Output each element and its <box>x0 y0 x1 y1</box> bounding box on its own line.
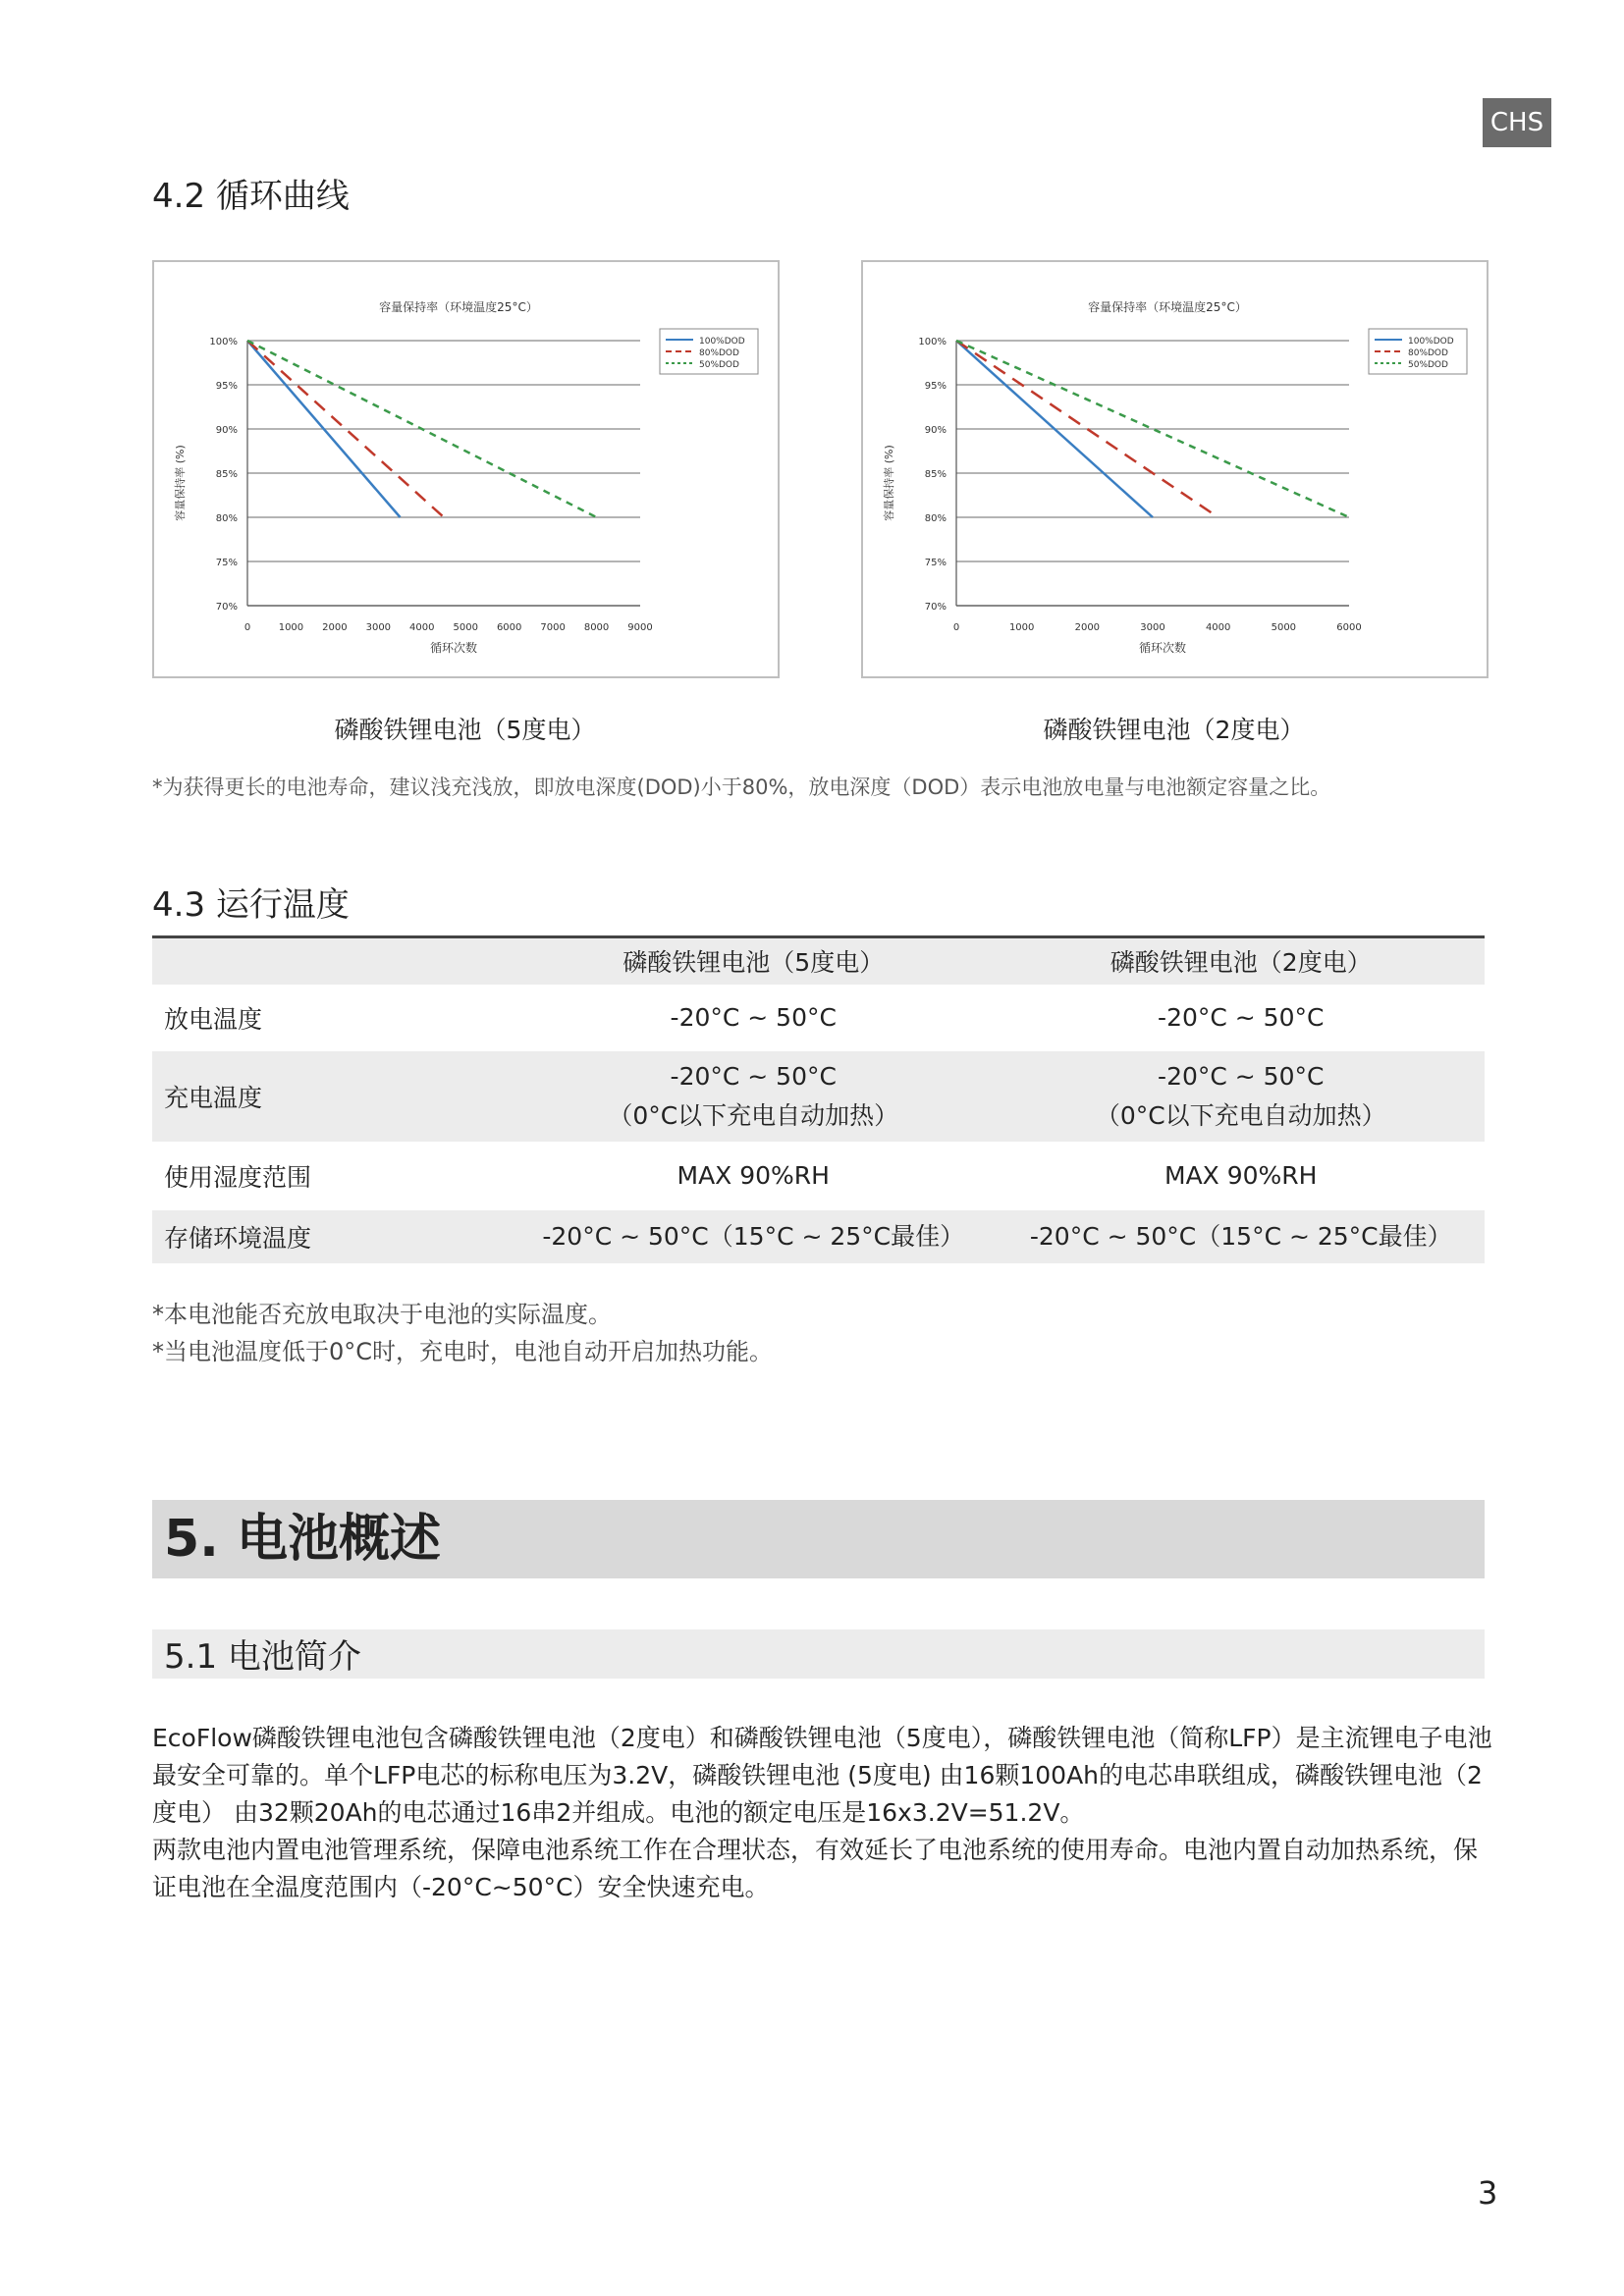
x-tick-label: 6000 <box>1336 622 1362 633</box>
table-header-row <box>152 937 1485 985</box>
language-tag: CHS <box>1483 98 1551 147</box>
y-tick-label: 95% <box>215 381 238 392</box>
y-tick-label: 80% <box>924 513 947 524</box>
y-tick-label: 80% <box>215 513 238 524</box>
temperature-table <box>152 935 1485 1263</box>
x-tick-label: 5000 <box>1271 622 1297 633</box>
chart-right-svg <box>863 262 1487 676</box>
x-tick-label: 0 <box>244 622 251 633</box>
x-tick-label: 2000 <box>1074 622 1101 633</box>
x-tick-label: 8000 <box>583 622 610 633</box>
temperature-note-1: *本电池能否充放电取决于电池的实际温度。 <box>152 1301 612 1328</box>
cell-charge-2kwh-note: （0°C以下充电自动加热） <box>1095 1100 1386 1130</box>
table-header-5kwh: 磷酸铁锂电池（5度电） <box>623 948 885 978</box>
y-tick-label: 100% <box>918 337 947 347</box>
cell-charge-5kwh-range: -20°C ~ 50°C <box>670 1061 837 1091</box>
cell-storage-5kwh: -20°C ~ 50°C（15°C ~ 25°C最佳） <box>542 1221 965 1251</box>
row-label-storage: 存储环境温度 <box>164 1223 312 1253</box>
table-row <box>152 985 1485 1051</box>
cell-charge-5kwh-note: （0°C以下充电自动加热） <box>608 1100 899 1130</box>
legend-label: 100%DOD <box>699 337 745 347</box>
legend-label: 80%DOD <box>699 348 739 358</box>
intro-paragraphs <box>152 1720 1497 1906</box>
legend-label: 80%DOD <box>1408 348 1448 358</box>
x-tick-label: 6000 <box>496 622 522 633</box>
section-5-1-bar <box>152 1629 1485 1679</box>
chart-left <box>152 260 780 678</box>
x-tick-label: 1000 <box>1008 622 1035 633</box>
x-tick-label: 3000 <box>1140 622 1165 633</box>
y-axis-label: 容量保持率 (%) <box>883 445 895 521</box>
legend-label: 50%DOD <box>699 360 739 370</box>
cell-discharge-5kwh: -20°C ~ 50°C <box>670 1002 837 1032</box>
chart-left-svg <box>154 262 778 676</box>
chart-title: 容量保持率（环境温度25°C） <box>1088 300 1247 314</box>
x-tick-label: 1000 <box>278 622 304 633</box>
y-axis-label: 容量保持率 (%) <box>174 445 187 521</box>
section-4-2-title: 4.2 循环曲线 <box>152 177 350 216</box>
section-5-bar <box>152 1500 1485 1578</box>
table-row <box>152 1142 1485 1210</box>
cell-humidity-2kwh: MAX 90%RH <box>1164 1160 1318 1190</box>
x-tick-label: 2000 <box>322 622 348 633</box>
y-tick-label: 85% <box>924 469 947 480</box>
section-5-1-title: 5.1 电池简介 <box>164 1637 361 1677</box>
x-tick-label: 7000 <box>540 622 566 633</box>
temperature-notes <box>152 1296 1488 1370</box>
intro-paragraph-1: EcoFlow磷酸铁锂电池包含磷酸铁锂电池（2度电）和磷酸铁锂电池（5度电），磷酸铁锂电池（简称LFP）是主流锂电子电池最安全可靠的。单个LFP电芯的标称电压为3.2V，磷酸铁锂电池 (5度电) 由16颗100Ah的电芯串联组成，磷酸铁锂电池（2度电） 由32颗20Ah的电芯通过16串2并组成。电池的额定电压是16x3.2V=51.2V。 <box>152 1724 1492 1827</box>
x-tick-label: 9000 <box>627 622 653 633</box>
table-header-empty <box>152 937 510 985</box>
table-row <box>152 1051 1485 1142</box>
chart-title: 容量保持率（环境温度25°C） <box>379 300 538 314</box>
cell-charge-5kwh <box>510 1051 998 1142</box>
section-5-title: 5. 电池概述 <box>164 1510 442 1569</box>
legend-label: 50%DOD <box>1408 360 1448 370</box>
y-tick-label: 85% <box>215 469 238 480</box>
intro-paragraph-2: 两款电池内置电池管理系统，保障电池系统工作在合理状态，有效延长了电池系统的使用寿命。电池内置自动加热系统，保证电池在全温度范围内（-20°C~50°C）安全快速充电。 <box>152 1836 1479 1901</box>
y-tick-label: 100% <box>209 337 238 347</box>
temperature-note-2: *当电池温度低于0°C时，充电时，电池自动开启加热功能。 <box>152 1338 774 1365</box>
dod-note: *为获得更长的电池寿命，建议浅充浅放，即放电深度(DOD)小于80%，放电深度（DOD）表示电池放电量与电池额定容量之比。 <box>152 775 1331 799</box>
cell-charge-2kwh-range: -20°C ~ 50°C <box>1158 1061 1325 1091</box>
legend-label: 100%DOD <box>1408 337 1454 347</box>
x-tick-label: 5000 <box>453 622 478 633</box>
cell-charge-2kwh <box>998 1051 1486 1142</box>
x-axis-label: 循环次数 <box>1138 641 1187 655</box>
y-tick-label: 90% <box>215 425 238 436</box>
x-tick-label: 3000 <box>365 622 392 633</box>
cell-storage-2kwh: -20°C ~ 50°C（15°C ~ 25°C最佳） <box>1029 1221 1452 1251</box>
table-header-2kwh: 磷酸铁锂电池（2度电） <box>1110 948 1372 978</box>
y-tick-label: 95% <box>924 381 947 392</box>
chart-left-caption: 磷酸铁锂电池（5度电） <box>334 716 596 744</box>
y-tick-label: 70% <box>215 602 238 613</box>
cell-discharge-2kwh: -20°C ~ 50°C <box>1158 1002 1325 1032</box>
cell-humidity-5kwh: MAX 90%RH <box>677 1160 830 1190</box>
row-label-humidity: 使用湿度范围 <box>164 1162 312 1192</box>
y-tick-label: 75% <box>924 558 947 568</box>
x-tick-label: 4000 <box>1205 622 1231 633</box>
table-row <box>152 1210 1485 1263</box>
section-4-3-title: 4.3 运行温度 <box>152 885 350 925</box>
page-number: 3 <box>1478 2174 1498 2212</box>
chart-right-caption: 磷酸铁锂电池（2度电） <box>1043 716 1305 744</box>
y-tick-label: 75% <box>215 558 238 568</box>
chart-right <box>861 260 1489 678</box>
y-tick-label: 70% <box>924 602 947 613</box>
x-tick-label: 4000 <box>409 622 435 633</box>
row-label-charge: 充电温度 <box>164 1083 263 1112</box>
y-tick-label: 90% <box>924 425 947 436</box>
row-label-discharge: 放电温度 <box>164 1004 263 1034</box>
x-axis-label: 循环次数 <box>429 641 478 655</box>
x-tick-label: 0 <box>952 622 960 633</box>
